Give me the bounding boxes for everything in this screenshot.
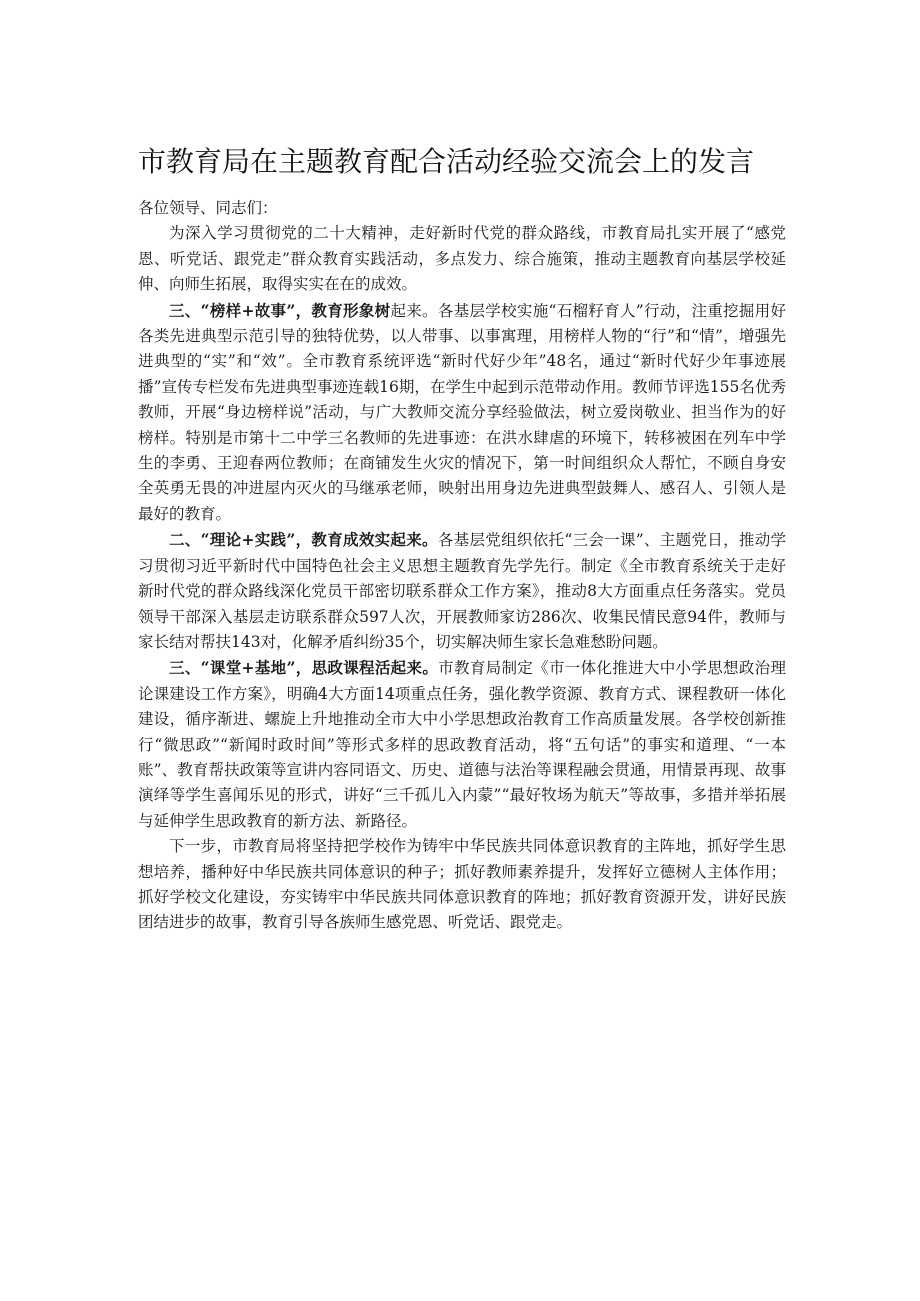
paragraph-next-steps bbox=[138, 834, 786, 936]
section-heading-role-models: 三、“榜样+故事”，教育形象树 bbox=[169, 300, 391, 320]
paragraph-section-classroom-base bbox=[138, 655, 786, 834]
document-title: 市教育局在主题教育配合活动经验交流会上的发言 bbox=[138, 145, 755, 178]
paragraph-intro-text: 为深入学习贯彻党的二十大精神，走好新时代党的群众路线，市教育局扎实开展了“感党恩、听党话、跟党走”群众教育实践活动，多点发力、综合施策，推动主题教育向基层学校延伸、向师生拓展，取得实实在在的成效。 bbox=[138, 224, 786, 294]
section-heading-theory-practice: 二、“理论+实践”，教育成效实起来。 bbox=[169, 530, 438, 550]
salutation: 各位领导、同志们： bbox=[138, 199, 278, 217]
document-body bbox=[138, 196, 786, 936]
section-text-theory-practice: 各基层党组织依托“三会一课”、主题党日，推动学习贯彻习近平新时代中国特色社会主义思想主题教育先学先行。制定《全市教育系统关于走好新时代党的群众路线深化党员干部密切联系群众工作方案》，推动8大方面重点任务落实。党员领导干部深入基层走访联系群众597人次，开展教师家访286次、收集民情民意94件，教师与家长结对帮扶143对，化解矛盾纠纷35个，切实解决师生家长急难愁盼问题。 bbox=[138, 531, 786, 651]
section-text-classroom-base: 市教育局制定《市一体化推进大中小学思想政治理论课建设工作方案》，明确4大方面14项重点任务，强化教学资源、教育方式、课程教研一体化建设，循序渐进、螺旋上升地推动全市大中小学思想政治教育工作高质量发展。各学校创新推行“微思政”“新闻时政时间”等形式多样的思政教育活动，将“五句话”的事实和道理、“一本账”、教育帮扶政策等宣讲内容同语文、历史、道德与法治等课程融会贯通，用情景再现、故事演绎等学生喜闻乐见的形式，讲好“三千孤儿入内蒙”“最好牧场为航天”等故事，多措并举拓展与延伸学生思政教育的新方法、新路径。 bbox=[138, 659, 786, 830]
section-heading-classroom-base: 三、“课堂+基地”，思政课程活起来。 bbox=[169, 658, 439, 678]
section-text-role-models: 起来。各基层学校实施“石榴籽育人”行动，注重挖掘用好各类先进典型示范引导的独特优势，以人带事、以事寓理，用榜样人物的“行”和“情”，增强先进典型的“实”和“效”。全市教育系统评选“新时代好少年”48名，通过“新时代好少年事迹展播”宣传专栏发布先进典型事迹连载16期，在学生中起到示范带动作用。教师节评选155名优秀教师，开展“身边榜样说”活动，与广大教师交流分享经验做法，树立爱岗敬业、担当作为的好榜样。特别是市第十二中学三名教师的先进事迹：在洪水肆虐的环境下，转移被困在列车中学生的李勇、王迎春两位教师；在商铺发生火灾的情况下，第一时间组织众人帮忙，不顾自身安全英勇无畏的冲进屋内灭火的马继承老师，映射出用身边先进典型鼓舞人、感召人、引领人是最好的教育。 bbox=[138, 301, 786, 523]
paragraph-intro bbox=[138, 221, 786, 297]
paragraph-next-steps-text: 下一步，市教育局将坚持把学校作为铸牢中华民族共同体意识教育的主阵地，抓好学生思想培养，播种好中华民族共同体意识的种子；抓好教师素养提升，发挥好立德树人主体作用；抓好学校文化建设，夯实铸牢中华民族共同体意识教育的阵地；抓好教育资源开发，讲好民族团结进步的故事，教育引导各族师生感党恩、听党话、跟党走。 bbox=[138, 837, 786, 932]
paragraph-section-theory-practice bbox=[138, 527, 786, 655]
paragraph-section-role-models bbox=[138, 298, 786, 528]
